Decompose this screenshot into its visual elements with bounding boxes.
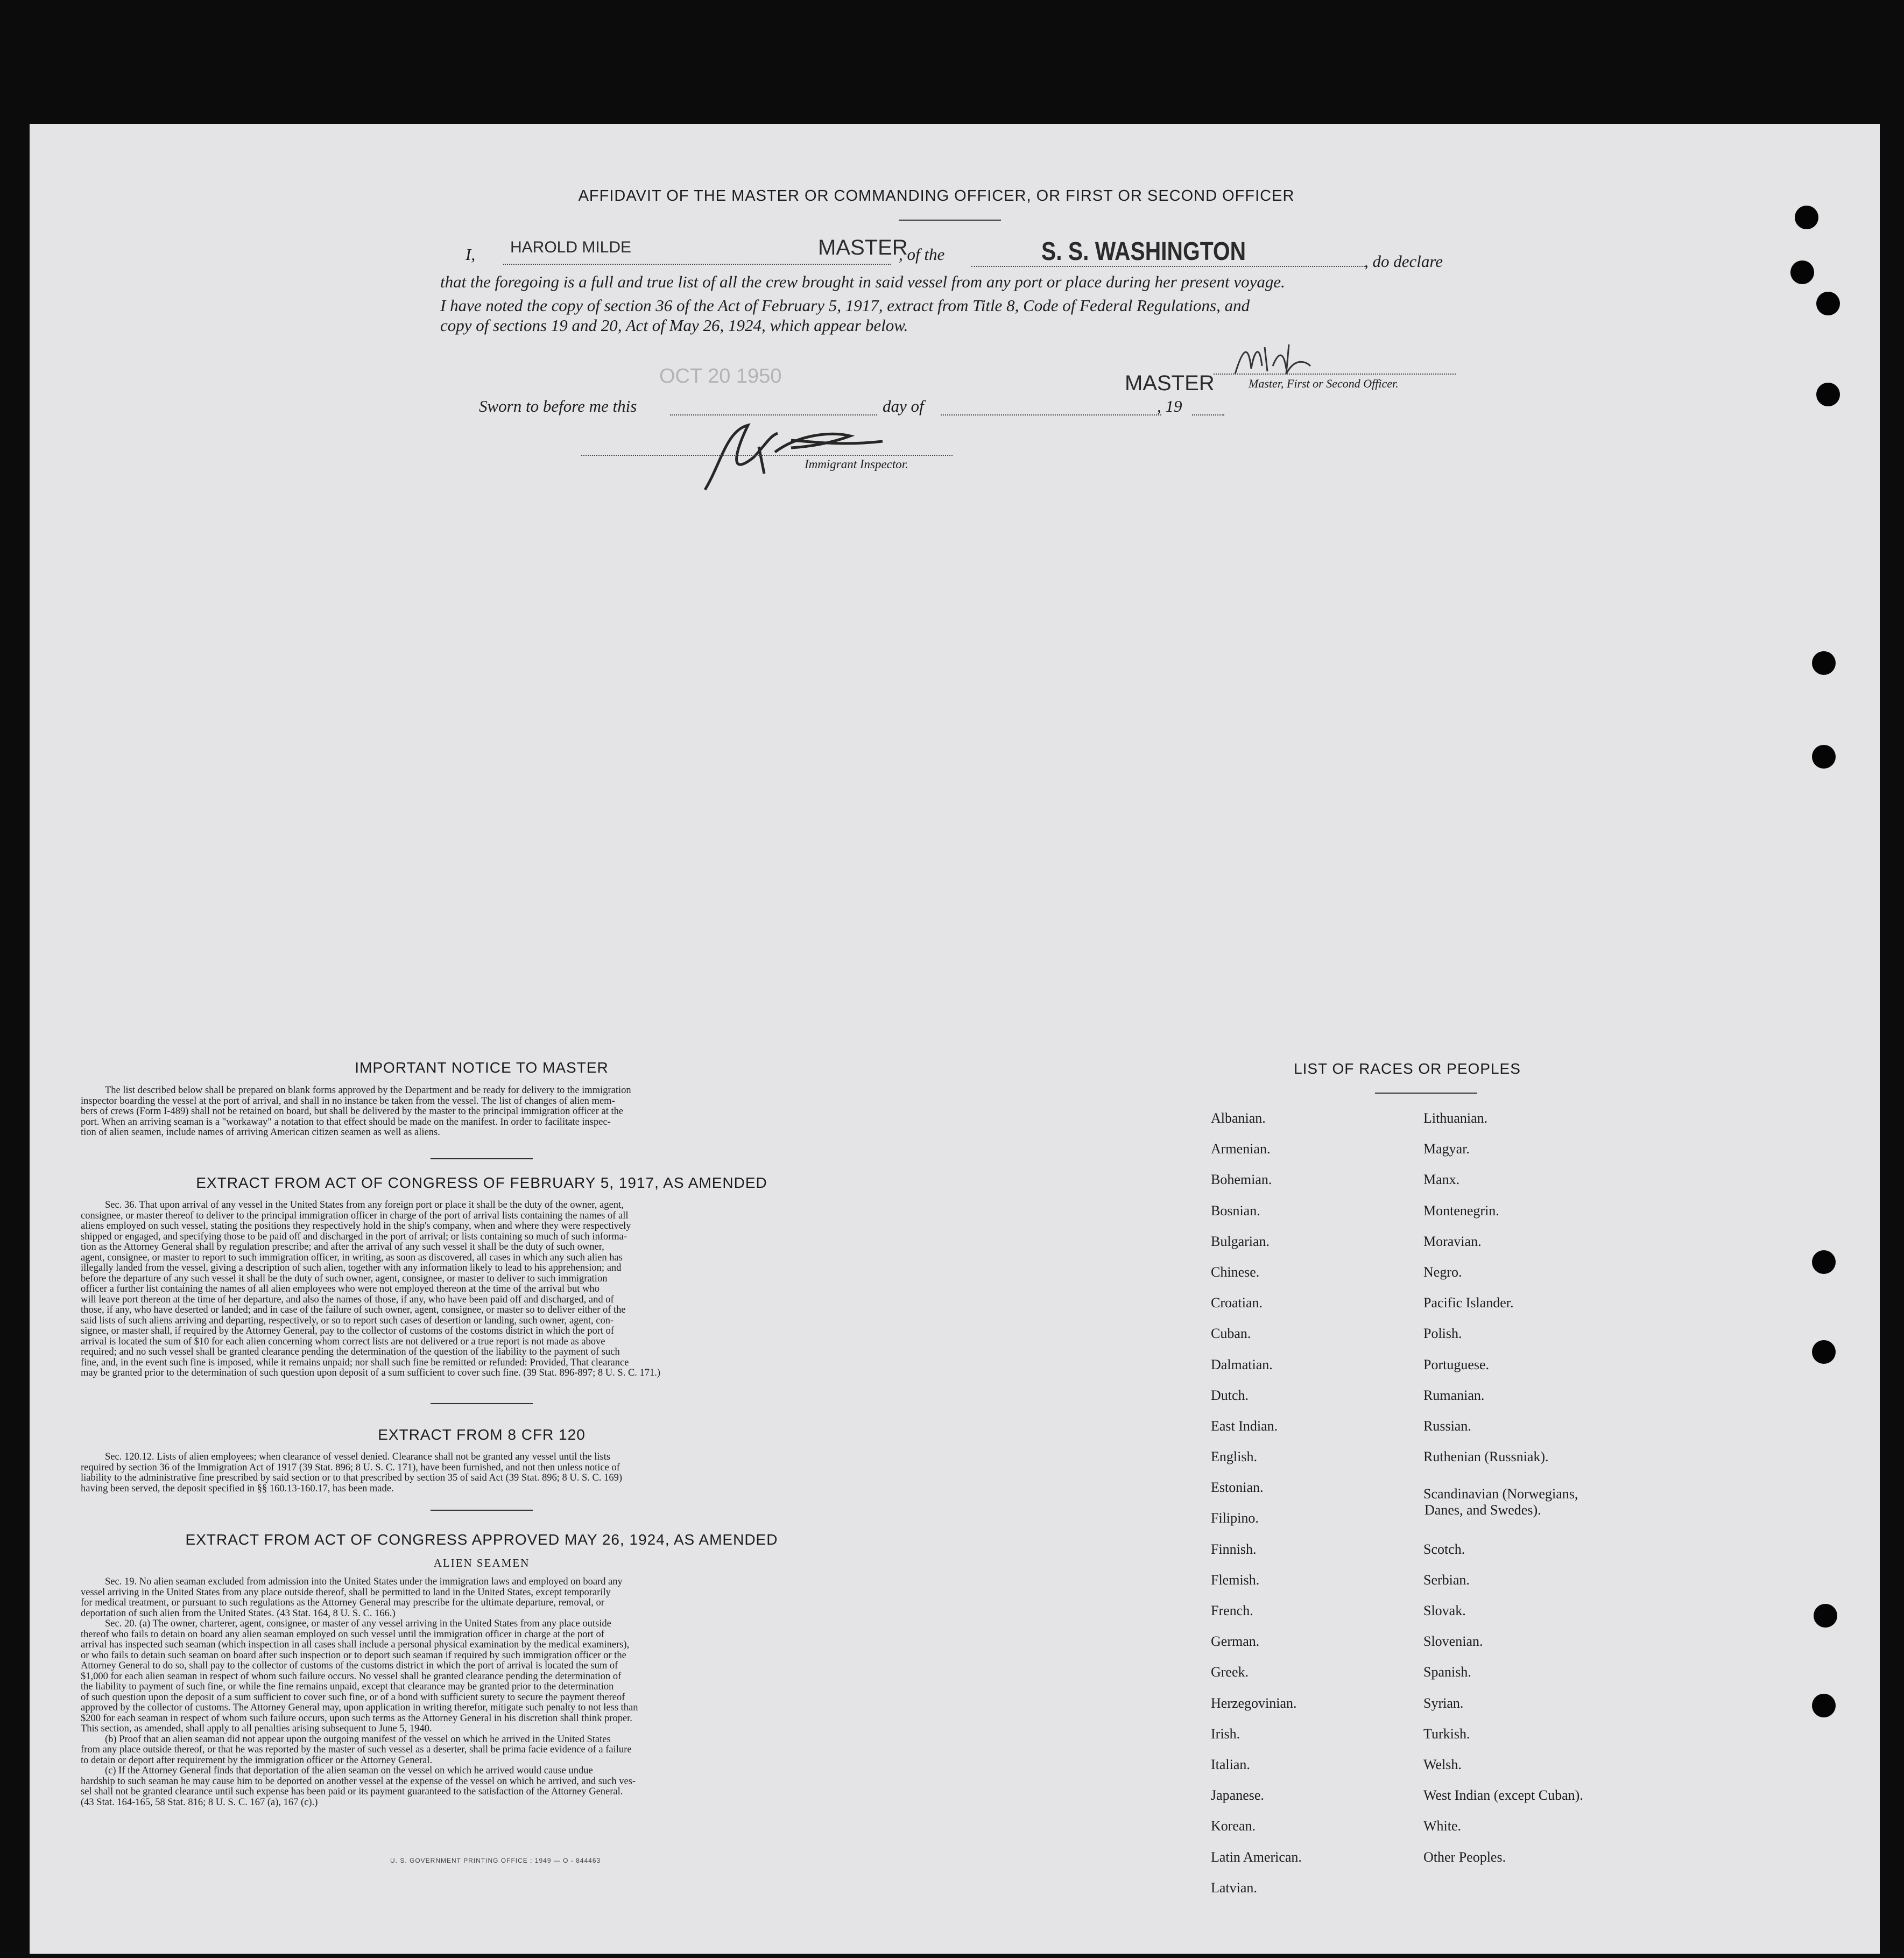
punch-hole bbox=[1790, 260, 1814, 284]
race-item: Scotch. bbox=[1423, 1541, 1465, 1557]
year-line bbox=[1192, 414, 1224, 415]
extract-1924-title: EXTRACT FROM ACT OF CONGRESS APPROVED MAY 26, 1924, AS AMENDED bbox=[185, 1531, 778, 1548]
extract-line: liability to the administrative fine prescribed by said section or to that prescribed by section 35 of said Act (39 Stat. 896; 8 U. S. C. 169) bbox=[81, 1473, 623, 1483]
affidavit-title: AFFIDAVIT OF THE MASTER OR COMMANDING OFFICER, OR FIRST OR SECOND OFFICER bbox=[578, 187, 1295, 205]
race-item: Dalmatian. bbox=[1211, 1356, 1273, 1372]
extract-line: tion as the Attorney General shall by regulation prescribe; and after the arrival of any such vessel it shall be the duty of such owner, bbox=[81, 1242, 604, 1252]
day-of-text: day of bbox=[883, 397, 924, 415]
punch-hole bbox=[1814, 1604, 1837, 1628]
extract-line: Sec. 36. That upon arrival of any vessel in the United States from any foreign port or place it shall be the duty of the owner, agent, bbox=[105, 1200, 624, 1210]
race-item: Korean. bbox=[1211, 1818, 1256, 1834]
sworn-text: Sworn to before me this bbox=[479, 397, 637, 415]
race-item: Russian. bbox=[1423, 1418, 1471, 1434]
extract-line: Sec. 20. (a) The owner, charterer, agent, consignee, or master of any vessel arriving in the United States from any place outside bbox=[105, 1618, 611, 1629]
name-line bbox=[503, 264, 891, 265]
extract-line: (43 Stat. 164-165, 58 Stat. 816; 8 U. S. C. 167 (a), 167 (c).) bbox=[81, 1797, 318, 1808]
extract-line: thereof who fails to detain on board any alien seaman employed on such vessel until the immigration officer in charge at the port of bbox=[81, 1629, 604, 1640]
race-item: Serbian. bbox=[1423, 1572, 1470, 1588]
title-rule bbox=[899, 220, 1001, 221]
extract-line: illegally landed from the vessel, giving a description of such alien, together with any information likely to lead to his apprehension; and bbox=[81, 1263, 622, 1273]
race-item: Spanish. bbox=[1423, 1664, 1471, 1680]
race-item: Dutch. bbox=[1211, 1387, 1249, 1403]
sworn-month-line bbox=[941, 414, 1161, 415]
extract-line: (c) If the Attorney General finds that deportation of the alien seaman on the vessel on which he arrived would cause undue bbox=[105, 1765, 593, 1776]
race-item: Albanian. bbox=[1211, 1110, 1266, 1126]
race-item: Negro. bbox=[1423, 1264, 1462, 1280]
extract-line: required by section 36 of the Immigration Act of 1917 (39 Stat. 896; 8 U. S. C. 171), have been furnished, and not then unless notice of bbox=[81, 1462, 620, 1473]
race-item: Moravian. bbox=[1423, 1233, 1482, 1249]
inspector-caption: Immigrant Inspector. bbox=[805, 457, 908, 471]
race-item: Chinese. bbox=[1211, 1264, 1260, 1280]
extract-line: having been served, the deposit specified in §§ 160.13-160.17, has been made. bbox=[81, 1483, 394, 1494]
punch-hole bbox=[1812, 1694, 1836, 1717]
notice-title: IMPORTANT NOTICE TO MASTER bbox=[355, 1059, 609, 1076]
race-item: Turkish. bbox=[1423, 1725, 1470, 1742]
notice-line: The list described below shall be prepared on blank forms approved by the Department and be ready for delivery to the immigration bbox=[105, 1085, 631, 1096]
race-item: East Indian. bbox=[1211, 1418, 1278, 1434]
extract-line: vessel arriving in the United States from any place outside thereof, shall be permitted to land in the United States, except temporarily bbox=[81, 1587, 611, 1598]
race-item: White. bbox=[1423, 1818, 1462, 1834]
affidavit-line-2: that the foregoing is a full and true list of all the crew brought in said vessel from any port or place during her present voyage. bbox=[440, 272, 1285, 291]
do-declare-text: , do declare bbox=[1364, 252, 1443, 271]
extract-line: arrival has inspected such seaman (which inspection in all cases shall include a personal physical examination by the medical examiners), bbox=[81, 1639, 630, 1650]
punch-hole bbox=[1816, 292, 1840, 315]
race-item: Scandinavian (Norwegians, bbox=[1423, 1486, 1578, 1502]
section-rule bbox=[431, 1510, 533, 1511]
notice-text bbox=[81, 1086, 885, 1138]
race-item: Slovenian. bbox=[1423, 1633, 1483, 1650]
race-item: Bulgarian. bbox=[1211, 1233, 1270, 1249]
notice-line: inspector boarding the vessel at the port of arrival, and shall in no instance be taken from the vessel. The list of changes of alien mem- bbox=[81, 1095, 615, 1107]
notice-line: tion of alien seamen, include names of arriving American citizen seamen as well as aliens. bbox=[81, 1127, 440, 1138]
extract-line: shipped or engaged, and specifying those to be paid off and discharged in the port of arrival; or lists containing so much of such informa- bbox=[81, 1231, 627, 1242]
punch-hole bbox=[1795, 206, 1818, 229]
date-stamp: OCT 20 1950 bbox=[659, 365, 782, 388]
extract-1924-subtitle: ALIEN SEAMEN bbox=[433, 1556, 530, 1569]
signer-rank: MASTER bbox=[1125, 371, 1215, 395]
extract-line: required; and no such vessel shall be granted clearance pending the determination of the question of the liability to the payment of such bbox=[81, 1347, 620, 1357]
extract-line: Sec. 19. No alien seaman excluded from admission into the United States under the immigration laws and employed on board any bbox=[105, 1576, 623, 1587]
extract-line: sel shall not be granted clearance until such expense has been paid or its payment guaranteed to the satisfaction of the Attorney General. bbox=[81, 1786, 623, 1797]
extract-line: $200 for each seaman in respect of whom such failure occurs, upon such terms as the Attorney General in his discretion shall think proper. bbox=[81, 1713, 632, 1724]
race-item: Cuban. bbox=[1211, 1326, 1251, 1342]
race-item: Filipino. bbox=[1211, 1510, 1259, 1526]
extract-line: Sec. 120.12. Lists of alien employees; when clearance of vessel denied. Clearance shall not be granted any vessel until the lists bbox=[105, 1452, 611, 1462]
extract-line: to detain or deport after requirement by the immigration officer or the Attorney General. bbox=[81, 1755, 433, 1766]
race-item: Other Peoples. bbox=[1423, 1849, 1506, 1865]
vessel-name: S. S. WASHINGTON bbox=[1041, 237, 1246, 266]
extract-line: signee, or master shall, if required by the Attorney General, pay to the collector of customs of the costoms district in which the port of bbox=[81, 1326, 615, 1336]
affidavit-line-3: I have noted the copy of section 36 of the Act of February 5, 1917, extract from Title 8, Code of Federal Regulations, and bbox=[440, 296, 1250, 315]
vessel-line bbox=[971, 266, 1367, 267]
race-item: Greek. bbox=[1211, 1664, 1249, 1680]
master-rank: MASTER bbox=[818, 236, 908, 259]
extract-line: from any place outside thereof, or that he was reported by the master of such vessel as a deserter, shall be prima facie evidence of a failure bbox=[81, 1744, 632, 1755]
race-item: Bohemian. bbox=[1211, 1172, 1272, 1188]
punch-hole bbox=[1812, 651, 1836, 675]
race-item: Irish. bbox=[1211, 1725, 1240, 1742]
affidavit-pronoun: I, bbox=[466, 245, 476, 264]
race-item: Herzegovinian. bbox=[1211, 1695, 1297, 1711]
extract-line: approved by the collector of customs. The Attorney General may, upon application in writing therefor, mitigate such penalty to not less than bbox=[81, 1702, 638, 1713]
extract-line: aliens employed on such vessel, stating the positions they respectively hold in the ship's company, when and where they were respectively bbox=[81, 1221, 631, 1231]
race-item: Montenegrin. bbox=[1423, 1202, 1499, 1219]
extract-line: Attorney General to do so, shall pay to the collector of customs of the customs district in which the port of arrival is located the sum of bbox=[81, 1660, 618, 1671]
race-item: West Indian (except Cuban). bbox=[1423, 1787, 1583, 1804]
extract-line: for medical treatment, or pursuant to such regulations as the Attorney General may prescribe for the ultimate departure, removal, or bbox=[81, 1597, 604, 1608]
races-right-column bbox=[1423, 1110, 1682, 1880]
race-item: Slovak. bbox=[1423, 1603, 1466, 1619]
race-item: Italian. bbox=[1211, 1756, 1250, 1772]
race-item: Manx. bbox=[1423, 1172, 1460, 1188]
extract-1924-text bbox=[81, 1577, 885, 1808]
race-item: Ruthenian (Russniak). bbox=[1423, 1449, 1549, 1465]
notice-line: bers of crews (Form I-489) shall not be retained on board, but shall be delivered by the master to the principal immigration officer at the bbox=[81, 1106, 624, 1117]
race-item: English. bbox=[1211, 1449, 1257, 1465]
punch-hole bbox=[1816, 383, 1840, 406]
master-name: HAROLD MILDE bbox=[510, 238, 632, 256]
race-item: Portuguese. bbox=[1423, 1356, 1490, 1372]
extract-1917-text bbox=[81, 1200, 885, 1379]
races-title: LIST OF RACES OR PEOPLES bbox=[1294, 1060, 1521, 1077]
race-item: Flemish. bbox=[1211, 1572, 1260, 1588]
extract-line: the liability to payment of such fine, or while the fine remains unpaid, except that clearance may be granted prior to the determination bbox=[81, 1681, 614, 1692]
race-item: Japanese. bbox=[1211, 1787, 1264, 1804]
race-item: Latin American. bbox=[1211, 1849, 1302, 1865]
year-text: , 19 bbox=[1157, 397, 1182, 415]
races-rule bbox=[1375, 1093, 1477, 1094]
section-rule bbox=[431, 1403, 533, 1404]
extract-line: hardship to such seaman he may cause him to be deported on another vessel at the expense of the vessel on which he arrived, and such ves- bbox=[81, 1776, 636, 1787]
race-item: Syrian. bbox=[1423, 1695, 1464, 1711]
race-item: Finnish. bbox=[1211, 1541, 1257, 1557]
race-item: Rumanian. bbox=[1423, 1387, 1485, 1403]
extract-cfr-title: EXTRACT FROM 8 CFR 120 bbox=[378, 1426, 586, 1443]
inspector-line bbox=[581, 455, 953, 456]
extract-line: or who fails to detain such seaman on board after such inspection or to deport such seaman if required by such immigration officer or the bbox=[81, 1650, 626, 1661]
race-item: Pacific Islander. bbox=[1423, 1295, 1514, 1311]
notice-line: port. When an arriving seaman is a "workaway" a notation to that effect should be made on the manifest. In order to facilitate inspec- bbox=[81, 1116, 611, 1128]
extract-line: officer a further list containing the names of all alien employees who were not employed thereon at the time of the arrival but who bbox=[81, 1284, 600, 1294]
extract-line: This section, as amended, shall apply to all penalties arising subsequent to June 5, 1940. bbox=[81, 1723, 432, 1734]
extract-1917-title: EXTRACT FROM ACT OF CONGRESS OF FEBRUARY 5, 1917, AS AMENDED bbox=[196, 1174, 767, 1191]
extract-line: deportation of such alien from the United States. (43 Stat. 164, 8 U. S. C. 166.) bbox=[81, 1608, 396, 1619]
extract-line: may be granted prior to the determination of such question upon deposit of a sum sufficient to cover such fine. (39 Stat. 896-897; 8 U. S. C. 171.) bbox=[81, 1368, 661, 1378]
punch-hole bbox=[1812, 745, 1836, 769]
races-left-column bbox=[1211, 1110, 1415, 1911]
extract-line: before the departure of any such vessel it shall be the duty of such owner, agent, consignee, or master to deliver to such immigration bbox=[81, 1273, 608, 1284]
punch-hole bbox=[1812, 1250, 1836, 1274]
extract-line: of such question upon the deposit of a sum sufficient to cover such fine, or of a bond with sufficient surety to secure the payment thereof bbox=[81, 1692, 625, 1703]
race-item: German. bbox=[1211, 1633, 1260, 1650]
extract-line: $1,000 for each alien seaman in respect of whom such failure occurs. No vessel shall be granted clearance pending the determination of bbox=[81, 1671, 622, 1682]
extract-line: arrival is located the sum of $10 for each alien concerning whom correct lists are not delivered or a true report is not made as above bbox=[81, 1336, 605, 1347]
extract-line: those, if any, who have deserted or landed; and in case of the failure of such owner, agent, consignee, or master so to deliver either of the bbox=[81, 1305, 626, 1315]
extract-line: consignee, or master thereof to deliver to the principal immigration officer in charge of the port of arrival lists containing the names of all bbox=[81, 1210, 629, 1221]
race-item: Croatian. bbox=[1211, 1295, 1263, 1311]
extract-line: fine, and, in the event such fine is imposed, while it remains unpaid; nor shall such fine be remitted or refunded: Provided, That clearance bbox=[81, 1357, 629, 1368]
race-item: French. bbox=[1211, 1603, 1253, 1618]
race-item: Bosnian. bbox=[1211, 1202, 1260, 1219]
printer-imprint: U. S. GOVERNMENT PRINTING OFFICE : 1949 — O - 844463 bbox=[390, 1857, 601, 1864]
race-item: Estonian. bbox=[1211, 1480, 1264, 1496]
race-item: Armenian. bbox=[1211, 1141, 1271, 1157]
punch-hole bbox=[1812, 1340, 1836, 1364]
signer-line bbox=[1214, 374, 1456, 375]
race-item: Danes, and Swedes). bbox=[1425, 1502, 1541, 1518]
race-item: Latvian. bbox=[1211, 1879, 1257, 1896]
extract-line: agent, consignee, or master to report to such immigration officer, in writing, as soon as discovered, all cases in which any such alien has bbox=[81, 1252, 623, 1263]
signer-caption: Master, First or Second Officer. bbox=[1249, 377, 1399, 390]
race-item: Welsh. bbox=[1423, 1756, 1462, 1772]
race-item: Polish. bbox=[1423, 1326, 1462, 1342]
extract-line: (b) Proof that an alien seaman did not appear upon the outgoing manifest of the vessel on which he arrived in the United States bbox=[105, 1734, 611, 1745]
affidavit-line-4: copy of sections 19 and 20, Act of May 26, 1924, which appear below. bbox=[440, 316, 908, 335]
race-item: Lithuanian. bbox=[1423, 1110, 1488, 1126]
of-the-text: , of the bbox=[899, 245, 945, 264]
extract-cfr-text bbox=[81, 1452, 885, 1494]
race-item: Magyar. bbox=[1423, 1141, 1470, 1157]
extract-line: will leave port thereon at the time of her departure, and also the names of those, if any, who have been paid off and discharged, and of bbox=[81, 1294, 614, 1305]
section-rule bbox=[431, 1158, 533, 1159]
extract-line: said lists of such aliens arriving and departing, respectively, or so to report such cases of desertion or landing, such owner, agent, con- bbox=[81, 1315, 614, 1326]
